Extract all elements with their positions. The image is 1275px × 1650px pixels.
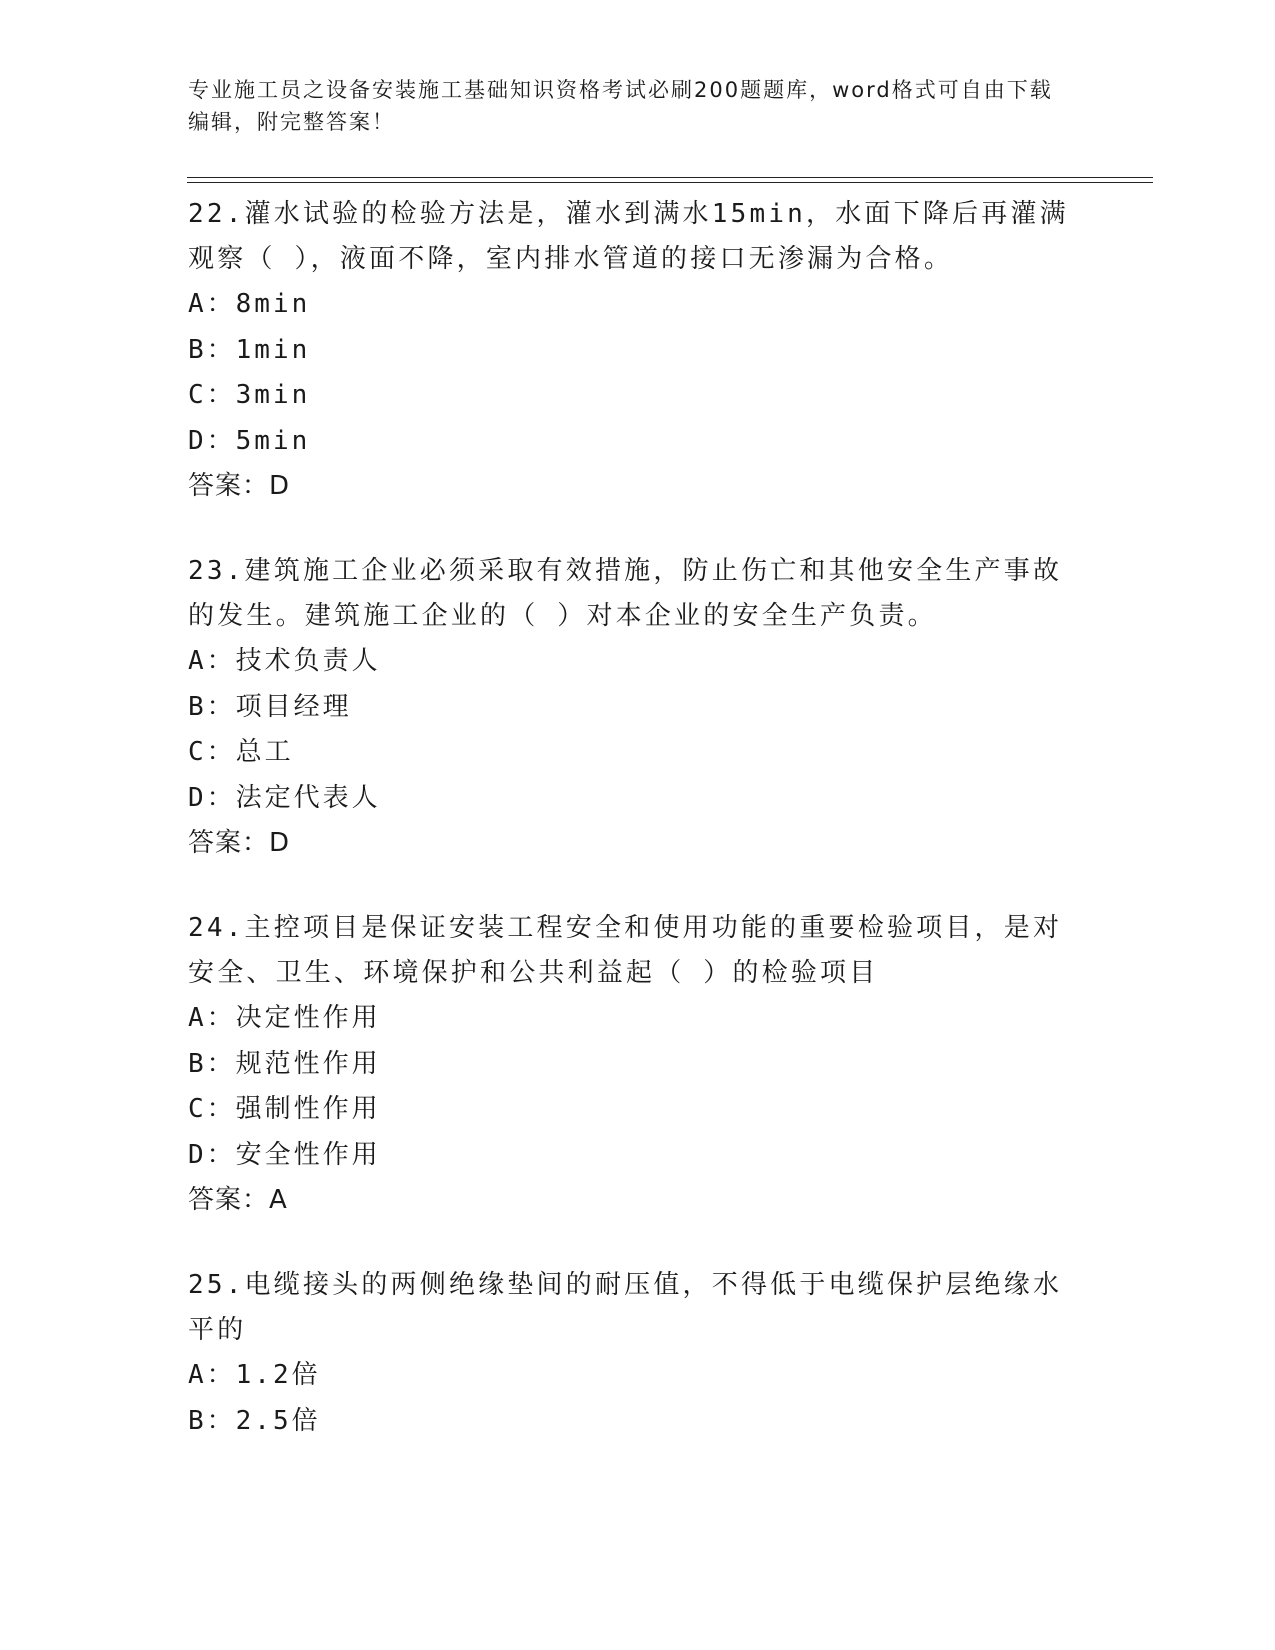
option-d: D：法定代表人 — [188, 782, 381, 813]
header-title: 专业施工员之设备安装施工基础知识资格考试必刷200题题库，word格式可自由下载编辑，附完整答案！ — [188, 78, 1053, 134]
option-b: B：规范性作用 — [188, 1048, 381, 1079]
option-c: C：总工 — [188, 737, 294, 767]
question-22 — [188, 192, 1088, 508]
option-a: A：1.2倍 — [188, 1360, 321, 1390]
header-divider-bottom — [187, 182, 1153, 183]
option-a: A：技术负责人 — [188, 646, 381, 676]
option-a: A：决定性作用 — [188, 1003, 381, 1033]
question-text: 25.电缆接头的两侧绝缘垫间的耐压值，不得低于电缆保护层绝缘水平的 — [188, 1270, 1063, 1345]
option-d: D：5min — [188, 425, 311, 456]
header-divider-top — [187, 177, 1153, 178]
option-b: B：2.5倍 — [188, 1405, 321, 1436]
answer: 答案：A — [188, 1185, 288, 1215]
answer: 答案：D — [188, 828, 291, 858]
question-text: 22.灌水试验的检验方法是，灌水到满水15min，水面下降后再灌满观察（ ），液面不降，室内排水管道的接口无渗漏为合格。 — [188, 199, 1069, 274]
option-b: B：项目经理 — [188, 691, 352, 722]
option-a: A：8min — [188, 289, 311, 319]
question-25 — [188, 1263, 1088, 1444]
question-text: 24.主控项目是保证安装工程安全和使用功能的重要检验项目，是对安全、卫生、环境保护和公共利益起（ ）的检验项目 — [188, 913, 1063, 988]
document-header — [188, 74, 1068, 138]
option-d: D：安全性作用 — [188, 1139, 381, 1170]
option-c: C：强制性作用 — [188, 1094, 381, 1124]
option-b: B：1min — [188, 334, 311, 365]
question-23 — [188, 549, 1088, 865]
question-list — [188, 192, 1088, 1485]
option-c: C：3min — [188, 380, 311, 410]
question-24 — [188, 906, 1088, 1222]
answer: 答案：D — [188, 471, 291, 501]
question-text: 23.建筑施工企业必须采取有效措施，防止伤亡和其他安全生产事故的发生。建筑施工企业的（ ）对本企业的安全生产负责。 — [188, 556, 1063, 631]
